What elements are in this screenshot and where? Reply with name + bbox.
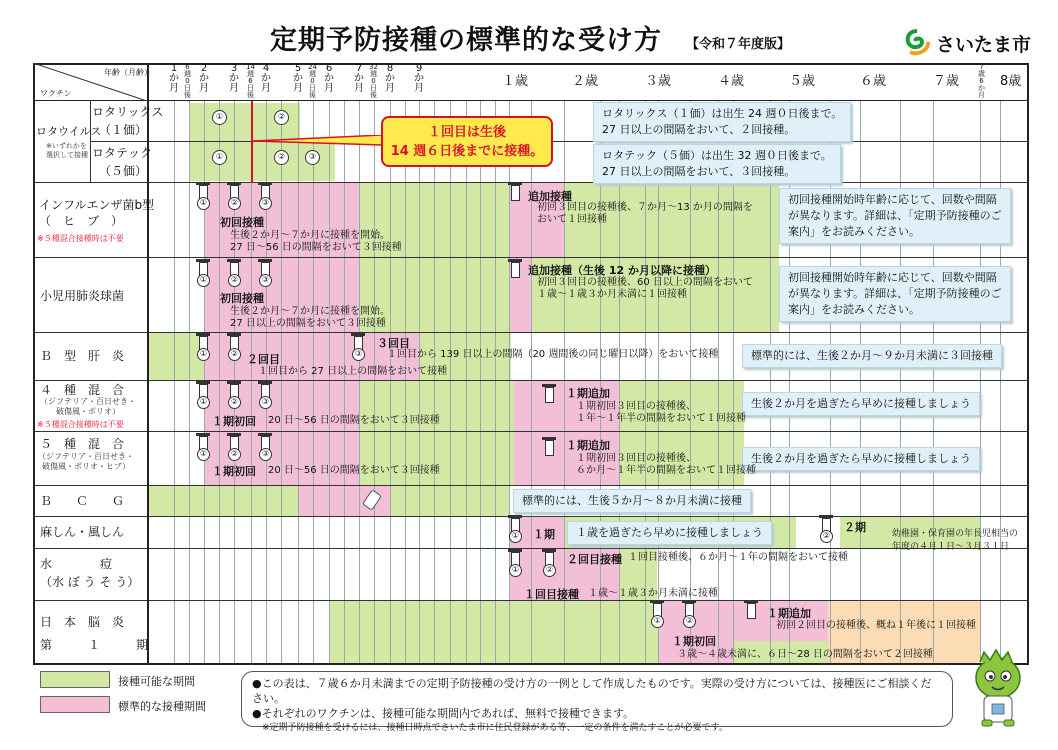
je-initial-text: ３歳～４歳未満に、６日～28 日の間隔をおいて２回接種 (677, 649, 933, 660)
row-rotarix-valence: （１価） (99, 123, 148, 137)
tick-label: 32 週 0 日 後 (369, 63, 378, 99)
tick-label: 1 か 月 (169, 63, 179, 94)
row-hib-name2: （ ヒ ブ ） (39, 214, 124, 228)
oral-dose-marker: ② (274, 110, 289, 125)
hepb-dose: ③ (352, 348, 365, 361)
syringe-icon (545, 387, 554, 403)
oral-dose-marker: ① (212, 150, 227, 165)
tick-label: 8 か 月 (385, 63, 395, 94)
tick-label: 3 か 月 (229, 63, 239, 94)
row-rota-note: ※いずれかを 選択して接種 (46, 142, 88, 159)
edition-label: 【令和７年度版】 (686, 37, 791, 52)
tick-label: 6 か 月 (324, 63, 334, 94)
hepb-dose: ① (197, 348, 210, 361)
dose-marker: ② (820, 530, 833, 543)
dose-marker: ① (651, 615, 664, 628)
penta-booster-label: １期追加 (566, 439, 610, 452)
dose-marker: ② (543, 564, 556, 577)
hepb-dose: ② (228, 348, 241, 361)
oral-dose-marker: ③ (305, 150, 320, 165)
year-label: 8歳 (1000, 74, 1022, 89)
logo-text: さいたま市 (936, 34, 1032, 56)
hib-note: 初回接種開始時年齢に応じて、回数や間隔 が異なります。詳細は、「定期予防接種のご 案内」をお読みください。 (779, 188, 1011, 244)
hib-initial-label: 初回接種 (220, 216, 264, 229)
row-vari-name2: （水 ぼ う そ う） (40, 575, 140, 589)
bcg-note: 標準的には、生後５か月～８か月未満に接種 (513, 489, 751, 513)
penta-booster-text: １期初回３回目の接種後、 ６か月～１年半の間隔をおいて１回接種 (576, 453, 756, 476)
syringe-icon (511, 262, 520, 278)
rotarix-note: ロタリックス（１価）は出生 24 週０日後まで。 27 日以上の間隔をおいて、２回接種。 (593, 102, 851, 142)
dose-marker: ① (509, 564, 522, 577)
vaccine-axis-label: ワクチン (40, 89, 72, 98)
row-quad-name: ４ 種 混 合 (40, 383, 125, 397)
legend-pink-swatch (40, 696, 110, 713)
penta-initial-text: 20 日～56 日の間隔をおいて３回接種 (268, 465, 440, 476)
saitama-logo-icon (902, 28, 932, 56)
row-mr-name: 麻しん・風しん (40, 525, 125, 539)
pneumo-booster-label: 追加接種（生後 12 か月以降に接種） (528, 264, 716, 277)
row-penta-name: ５ 種 混 合 (40, 437, 125, 451)
quad-dose: ③ (259, 396, 272, 409)
tick-label: 7 か 月 (354, 63, 364, 94)
row-quad-sub: （ジフテリア・百日せき・ 破傷風・ポリオ） (40, 397, 136, 416)
vari-first-text: １歳～１歳３か月未満に接種 (588, 588, 718, 599)
vari-second-label: ２回目接種 (567, 553, 622, 566)
year-label: １歳 (502, 74, 529, 89)
footer-notes (241, 671, 953, 733)
tick-label: 14 週 6 日 後 (246, 63, 255, 99)
dose-marker: ② (683, 615, 696, 628)
hib-dose: ① (197, 197, 210, 210)
row-hib-name: インフルエンザ菌b型 (39, 198, 155, 212)
quad-initial-text: 20 日～56 日の間隔をおいて３回接種 (268, 415, 440, 426)
tick-label-7y6m: 7 歳 6 か 月 (978, 63, 985, 99)
je-booster-text: 初回２回目の接種後、概ね１年後に１回接種 (776, 620, 976, 631)
quad-dose: ① (197, 396, 210, 409)
penta-initial-label: １期初回 (212, 465, 256, 478)
legend-green-swatch (40, 671, 110, 688)
penta-dose: ② (228, 448, 241, 461)
mr-p2-note: 幼稚園・保育園の年長児相当の 年度の４月１日～３月３１日 (892, 529, 1019, 552)
quad-booster-label: １期追加 (566, 387, 610, 400)
tick-label: 5 か 月 (293, 63, 303, 94)
row-je-name2: 第 １ 期 (40, 638, 149, 652)
quad-booster-text: １期初回３回目の接種後、 １年～１年半の間隔をおいて１回接種 (576, 401, 746, 424)
callout-pointer (253, 135, 383, 147)
year-label: ２歳 (572, 74, 599, 89)
rotateq-note: ロタテック（５価）は出生 32 週０日後まで。 27 日以上の間隔をおいて、３回接種。 (593, 144, 841, 184)
rota-deadline-callout (381, 116, 553, 167)
pneumo-note: 初回接種開始時年齢に応じて、回数や間隔 が異なります。詳細は、「定期予防接種のご 案内」をお読みください。 (779, 266, 1011, 322)
hepb-second-text: １回目から 27 日以上の間隔をおいて接種 (258, 366, 448, 377)
pneumo-booster-text: 初回３回目の接種後、60 日以上の間隔をおいて １歳～１歳３か月未満に１回接種 (537, 277, 753, 300)
mascot-icon (968, 648, 1028, 728)
hib-initial-text: 生後２か月～７か月に接種を開始。 27 日～56 日の間隔をおいて３回接種 (230, 230, 402, 253)
mr-p2-label: ２期 (844, 521, 866, 534)
age-axis-label: 年齢（月齢） (104, 68, 152, 77)
footer-line-1: ●この表は、７歳６か月未満までの定期予防接種の受け方の一例として作成したものです。実際の受け方については、接種医にご相談ください。 (252, 677, 932, 705)
pneumo-initial-label: 初回接種 (220, 292, 264, 305)
hepb-third-text: １回目から 139 日以上の間隔（20 週間後の同じ曜日以降）をおいて接種 (387, 349, 719, 360)
syringe-icon (545, 440, 554, 456)
row-rotarix-name: ロタリックス (92, 105, 164, 119)
year-label: ４歳 (718, 74, 745, 89)
page-title: 定期予防接種の標準的な受け方 (270, 25, 662, 56)
row-rotateq-valence: （５価） (99, 164, 148, 178)
pneumo-dose: ① (197, 274, 210, 287)
row-quad-note: ※５種混合接種時は不要 (37, 420, 124, 429)
tick-label: 24 週 0 日 後 (308, 63, 317, 99)
oral-dose-marker: ① (212, 110, 227, 125)
hib-booster-label: 追加接種 (528, 190, 572, 203)
tick-label: 9 か 月 (414, 63, 424, 94)
hib-dose: ② (228, 197, 241, 210)
hib-dose: ③ (259, 197, 272, 210)
pneumo-initial-text: 生後２か月～７か月に接種を開始。 27 日以上の間隔をおいて３回接種 (230, 306, 390, 329)
pneumo-dose: ③ (259, 274, 272, 287)
je-initial-label: １期初回 (672, 635, 716, 648)
legend-green-label: 接種可能な期間 (118, 675, 195, 688)
row-vari-name: 水 痘 (40, 557, 113, 571)
year-label: ３歳 (645, 74, 672, 89)
tick-label: 2 か 月 (199, 63, 209, 94)
row-hepb-name: Ｂ 型 肝 炎 (40, 349, 125, 363)
quad-dose: ② (228, 396, 241, 409)
penta-dose: ① (197, 448, 210, 461)
callout-text: １回目は生後 14 週６日後までに接種。 (390, 125, 544, 159)
vari-first-label: １回目接種 (524, 588, 579, 601)
syringe-icon (747, 603, 756, 619)
row-pneumo-name: 小児用肺炎球菌 (40, 289, 125, 303)
footer-line-2: ●それぞれのワクチンは、接種可能な期間内であれば、無料で接種できます。 (252, 707, 635, 720)
hepb-note: 標準的には、生後２か月～９か月未満に３回接種 (742, 344, 1002, 368)
hepb-third-label: ３回目 (377, 337, 410, 350)
mr-p1-note: １歳を過ぎたら早めに接種しましょう (567, 521, 772, 545)
row-hib-note: ※５種混合接種時は不要 (37, 234, 124, 243)
quad-note: 生後２か月を過ぎたら早めに接種しましょう (742, 392, 980, 416)
tick-label: 6 週 0 日 後 (184, 63, 191, 99)
row-bcg-name: Ｂ Ｃ Ｇ (40, 494, 125, 508)
year-label: ６歳 (860, 74, 887, 89)
hepb-second-label: ２回目 (247, 353, 280, 366)
hib-booster-text: 初回３回目の接種後、７か月～13 か月の間隔を おいて１回接種 (537, 202, 753, 225)
penta-dose: ③ (259, 448, 272, 461)
dose-marker: ① (509, 530, 522, 543)
syringe-icon (511, 185, 520, 201)
year-label: ５歳 (789, 74, 816, 89)
row-rota-name: ロタウイルス (36, 125, 102, 138)
mr-p1-label: １期 (533, 528, 555, 541)
row-penta-sub: （ジフテリア・百日せき・ 破傷風・ポリオ・ヒブ） (38, 452, 134, 471)
row-je-name: 日 本 脳 炎 (40, 615, 125, 629)
oral-dose-marker: ② (274, 150, 289, 165)
year-label: ７歳 (933, 74, 960, 89)
pneumo-dose: ② (228, 274, 241, 287)
footer-line-3: ※定期予防接種を受けるには、接種日時点でさいたま市に住民登録がある等、一定の条件を満たすことが必要です。 (262, 723, 728, 733)
je-booster-label: １期追加 (767, 607, 811, 620)
tick-label: 4 か 月 (261, 63, 271, 94)
row-rotateq-name: ロタテック (92, 146, 153, 160)
vari-second-text: １回目接種後、６か月～１年の間隔をおいて接種 (628, 552, 848, 563)
quad-initial-label: １期初回 (212, 415, 256, 428)
legend-pink-label: 標準的な接種期間 (118, 700, 206, 713)
penta-note: 生後２か月を過ぎたら早めに接種しましょう (742, 447, 980, 471)
